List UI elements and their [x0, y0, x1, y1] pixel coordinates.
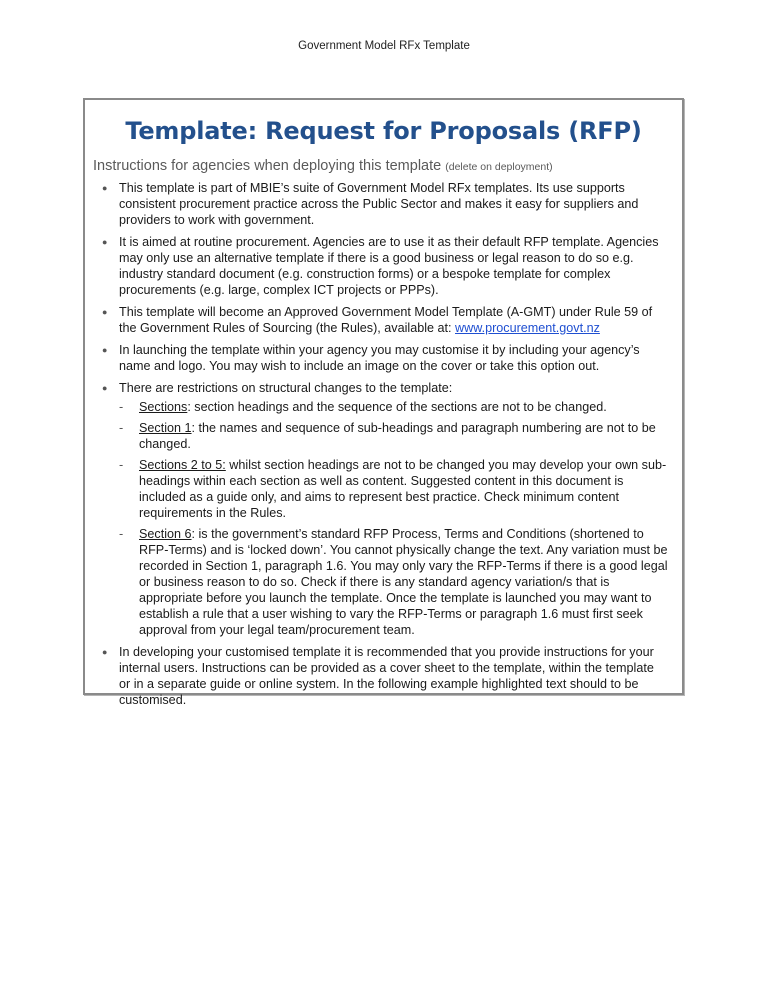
bullet-icon: ●	[102, 307, 108, 317]
restriction-item	[119, 457, 668, 521]
dash-icon: -	[119, 527, 124, 541]
bullet-text: In developing your customised template it is recommended that you provide instructions for your internal users. Instructions can be provided as a cover sheet to the template, within the template or in a separate guide or online system. In the following example highlighted text should to be customised.	[119, 645, 654, 707]
instructions-list	[85, 180, 682, 708]
bullet-text: This template is part of MBIE’s suite of Government Model RFx templates. Its use supports consistent procurement practice across the Public Sector and makes it easy for suppliers and providers to work with government.	[119, 181, 639, 227]
instructions-panel	[83, 98, 684, 707]
procurement-website-link[interactable]: www.procurement.govt.nz	[455, 321, 600, 335]
list-item	[85, 304, 682, 336]
running-header: Government Model RFx Template	[298, 40, 470, 52]
bullet-text: This template will become an Approved Government Model Template (A-GMT) under Rule 59 of the Government Rules of Sourcing (the Rules), available at:	[119, 305, 653, 335]
restriction-label: Sections 2 to 5:	[139, 458, 226, 472]
subheading-text: Instructions for agencies when deploying this template	[93, 158, 442, 174]
restriction-item	[119, 526, 668, 638]
list-item	[85, 644, 682, 708]
restriction-label: Section 6	[139, 527, 192, 541]
bullet-icon: ●	[102, 183, 108, 193]
bullet-icon: ●	[102, 345, 108, 355]
bullet-icon: ●	[102, 383, 108, 393]
restrictions-list	[119, 399, 668, 638]
dash-icon: -	[119, 458, 124, 472]
subheading-note: (delete on deployment)	[445, 161, 553, 173]
restriction-text: : section headings and the sequence of the sections are not to be changed.	[187, 400, 607, 414]
restriction-label: Section 1	[139, 421, 192, 435]
bullet-text: It is aimed at routine procurement. Agencies are to use it as their default RFP template. Agencies may only use an alternative template if there is a good business or legal reason to do so e.g. industry standard document (e.g. construction forms) or a bespoke template for complex procurements (e.g. large, complex ICT projects or PPPs).	[119, 235, 659, 297]
restriction-item	[119, 420, 668, 452]
restriction-text: whilst section headings are not to be changed you may develop your own sub-headings within each section as well as content. Suggested content in this document is included as a guide only, and aims to represent best practice. Check minimum content requirements in the Rules.	[139, 458, 667, 520]
list-item	[85, 342, 682, 374]
list-item	[85, 180, 682, 228]
restriction-text: : the names and sequence of sub-headings and paragraph numbering are not to be changed.	[139, 421, 656, 451]
document-title: Template: Request for Proposals (RFP)	[125, 117, 642, 145]
dash-icon: -	[119, 400, 124, 414]
restriction-text: : is the government’s standard RFP Process, Terms and Conditions (shortened to RFP-Terms) and is ‘locked down’. You cannot physically change the text. Any variation must be recorded in Section 1, paragraph 1.6. You may only vary the RFP-Terms if there is a good legal or business reason to do so. Check if there is any standard agency variation/s that is appropriate before you launch the template. Once the template is launched you may want to establish a rule that a user wishing to vary the RFP-Terms or paragraph 1.6 must first seek approval from your legal team/procurement team.	[139, 527, 668, 637]
instructions-subheading	[93, 158, 682, 174]
bullet-icon: ●	[102, 647, 108, 657]
restriction-item	[119, 399, 668, 415]
list-item	[85, 380, 682, 638]
restriction-label: Sections	[139, 400, 188, 414]
bullet-text: In launching the template within your agency you may customise it by including your agency’s name and logo. You may wish to include an image on the cover or take this option out.	[119, 343, 640, 373]
bullet-text: There are restrictions on structural changes to the template:	[119, 381, 453, 395]
list-item	[85, 234, 682, 298]
bullet-icon: ●	[102, 237, 108, 247]
dash-icon: -	[119, 421, 124, 435]
